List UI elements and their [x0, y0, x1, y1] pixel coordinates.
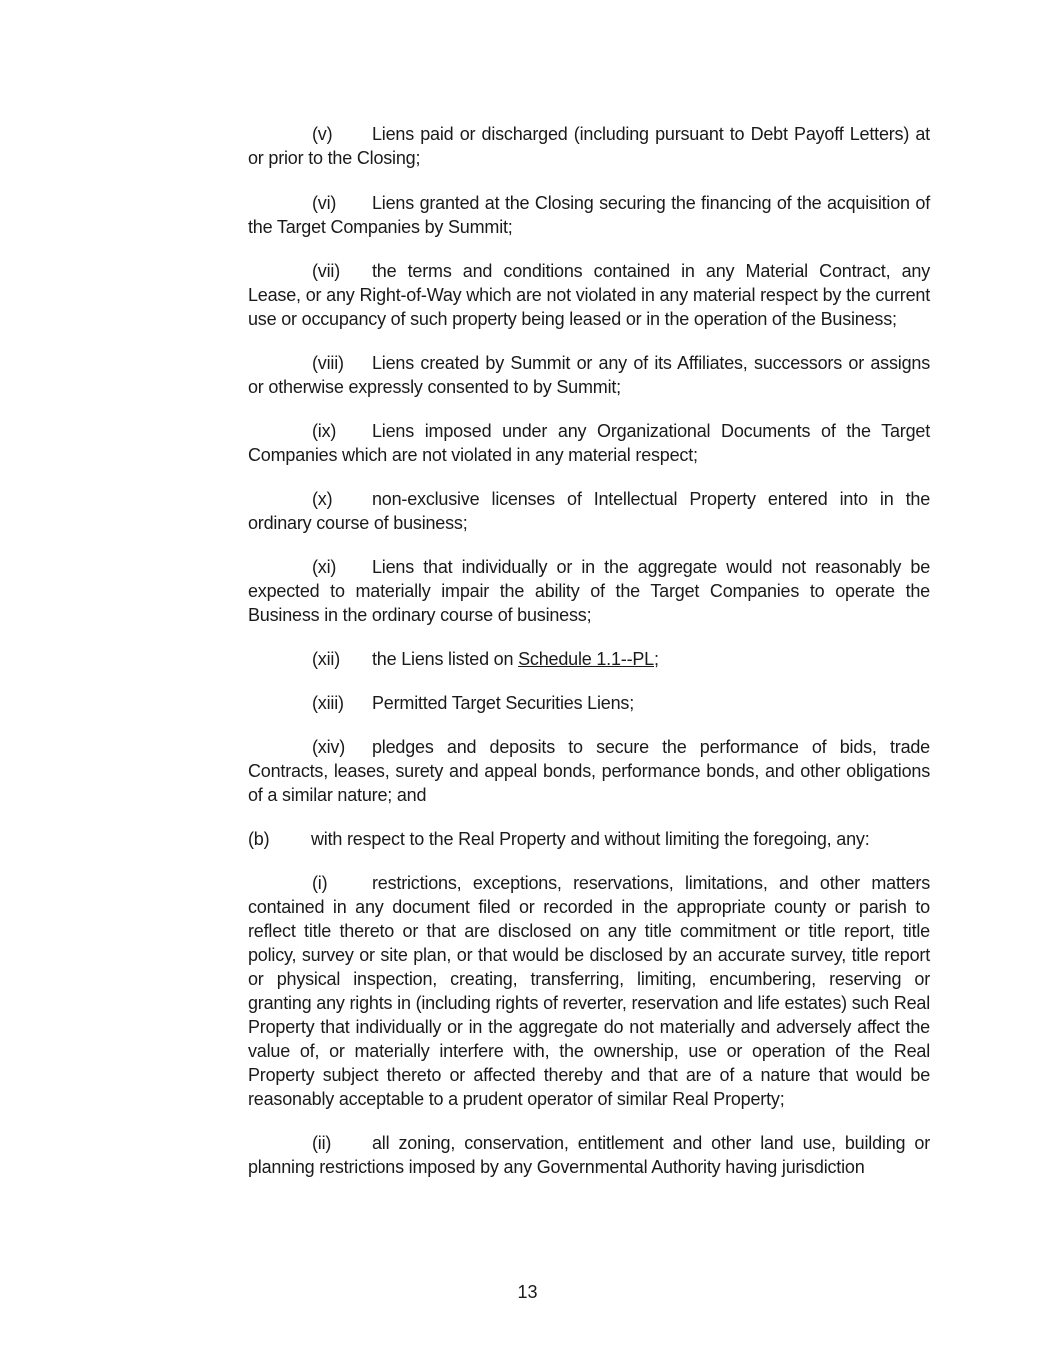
clause-number: (i) — [312, 873, 328, 893]
clause-number: (v) — [312, 124, 333, 144]
clause-text: Liens imposed under any Organizational Documents of the Target Companies which are not violated in any material respect; — [248, 421, 930, 465]
clause-number: (xiv) — [312, 737, 345, 757]
clause-number: (vi) — [312, 193, 337, 213]
clause-number: (x) — [312, 489, 333, 509]
schedule-reference: Schedule 1.1--PL — [518, 649, 654, 669]
page-number: 13 — [517, 1282, 538, 1302]
clause-i — [248, 871, 930, 1111]
clause-text: the terms and conditions contained in any Material Contract, any Lease, or any Right-of-Way which are not violated in any material respect by the current use or occupancy of such property being leased or in the operation of the Business; — [248, 261, 930, 329]
clause-xiv — [248, 735, 930, 807]
clause-text: Liens created by Summit or any of its Affiliates, successors or assigns or otherwise expressly consented to by Summit; — [248, 353, 930, 397]
clause-text: the Liens listed on — [372, 649, 519, 669]
clause-number: (ix) — [312, 421, 337, 441]
clause-xiii — [248, 691, 930, 715]
clause-xi — [248, 555, 930, 627]
clause-text: Liens that individually or in the aggregate would not reasonably be expected to materially impair the ability of the Target Companies to operate the Business in the ordinary course of business; — [248, 557, 930, 625]
clause-text: all zoning, conservation, entitlement and other land use, building or planning restrictions imposed by any Governmental Authority having jurisdiction — [248, 1133, 930, 1177]
clause-b — [248, 827, 930, 851]
clause-text: with respect to the Real Property and without limiting the foregoing, any: — [311, 829, 870, 849]
document-body — [248, 122, 930, 1179]
clause-ii — [248, 1131, 930, 1179]
clause-number: (xi) — [312, 557, 337, 577]
clause-text: Permitted Target Securities Liens; — [372, 693, 634, 713]
clause-x — [248, 487, 930, 535]
clause-number: (vii) — [312, 261, 340, 281]
clause-text: restrictions, exceptions, reservations, limitations, and other matters contained in any document filed or recorded in the appropriate county or parish to reflect title thereto or that are disclosed on any title commitment or title report, title policy, survey or site plan, or that would be disclosed by an accurate survey, title report or physical inspection, creating, transferring, limiting, encumbering, reserving or granting any rights in (including rights of reverter, reservation and life estates) such Real Property that individually or in the aggregate do not materially and adversely affect the value of, or materially interfere with, the ownership, use or operation of the Real Property subject thereto or affected thereby and that are of a nature that would be reasonably acceptable to a prudent operator of similar Real Property; — [248, 873, 930, 1109]
clause-v — [248, 122, 930, 170]
clause-vi — [248, 191, 930, 239]
clause-number: (xiii) — [312, 693, 344, 713]
clause-ix — [248, 419, 930, 467]
clause-number: (b) — [248, 829, 270, 849]
clause-viii — [248, 351, 930, 399]
clause-text-end: ; — [654, 649, 659, 669]
clause-text: Liens granted at the Closing securing the financing of the acquisition of the Target Companies by Summit; — [248, 193, 930, 237]
clause-number: (ii) — [312, 1133, 332, 1153]
clause-number: (viii) — [312, 353, 344, 373]
clause-text: Liens paid or discharged (including pursuant to Debt Payoff Letters) at or prior to the Closing; — [248, 124, 930, 168]
clause-text: pledges and deposits to secure the performance of bids, trade Contracts, leases, surety and appeal bonds, performance bonds, and other obligations of a similar nature; and — [248, 737, 930, 805]
clause-number: (xii) — [312, 649, 340, 669]
clause-vii — [248, 259, 930, 331]
clause-text: non-exclusive licenses of Intellectual Property entered into in the ordinary course of business; — [248, 489, 930, 533]
clause-xii — [248, 647, 930, 671]
